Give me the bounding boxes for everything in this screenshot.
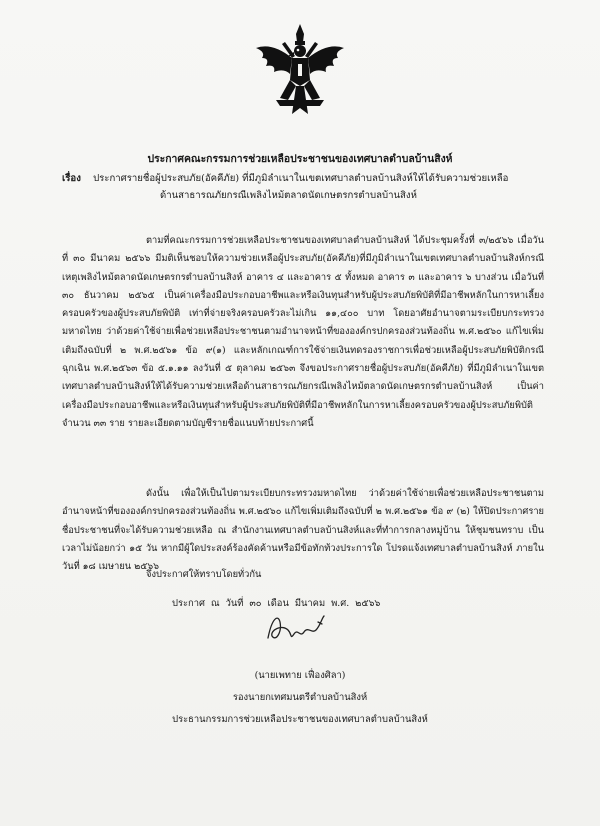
signer-position-1: รองนายกเทศมนตรีตำบลบ้านสิงห์ [232,692,368,703]
subject-block [62,170,554,204]
signer-position-2: ประธานกรรมการช่วยเหลือประชาชนของเทศบาลตำบลบ้านสิงห์ [172,714,428,725]
subject-label: เรื่อง [62,173,81,184]
signer-name: (นายเพทาย เฟื่องศิลา) [254,670,346,681]
body-paragraph-3: จึงประกาศให้ทราบโดยทั่วกัน [146,569,262,580]
subject-line-2: ด้านสาธารณภัยกรณีเพลิงไหม้ตลาดนัดเกษตรกรตำบลบ้านสิงห์ [160,190,417,201]
announcement-date: ประกาศ ณ วันที่ ๓๐ เดือน มีนาคม พ.ศ. ๒๕๖๖ [172,598,381,609]
body-paragraph-1: ตามที่คณะกรรมการช่วยเหลือประชาชนของเทศบาลตำบลบ้านสิงห์ ได้ประชุมครั้งที่ ๓/๒๕๖๖ เมื่อวันที่ ๓๐ มีนาคม ๒๕๖๖ มีมติเห็นชอบให้ความช่วยเหลือผู้ประสบภัย(อัคคีภัย)ที่มีภูมิลำเนาในเขตเทศบาลตำบลบ้านสิงห์กรณีเหตุเพลิงไหม้ตลาดนัดเกษตรกรตำบลบ้านสิงห์ อาคาร ๔ และอาคาร ๕ ทั้งหมด อาคาร ๓ และอาคาร ๖ บางส่วน เมื่อวันที่ ๓๐ ธันวาคม ๒๕๖๕ เป็นค่าเครื่องมือประกอบอาชีพและหรือเงินทุนสำหรับผู้ประสบภัยพิบัติที่มีอาชีพหลักในการหาเลี้ยงครอบครัวของผู้ประสบภัยพิบัติ เท่าที่จ่ายจริงครอบครัวละไม่เกิน ๑๑,๔๐๐ บาท โดยอาศัยอำนาจตามระเบียบกระทรวงมหาดไทย ว่าด้วยค่าใช้จ่ายเพื่อช่วยเหลือประชาชนตามอำนาจหน้าที่ขององค์กรปกครองส่วนท้องถิ่น พ.ศ.๒๕๖๐ แก้ไขเพิ่มเติมถึงฉบับที่ ๒ พ.ศ.๒๕๖๑ ข้อ ๙(๑) และหลักเกณฑ์การใช้จ่ายเงินทดรองราชการเพื่อช่วยเหลือผู้ประสบภัยพิบัติกรณีฉุกเฉิน พ.ศ.๒๕๖๓ ข้อ ๕.๑.๑๑ ลงวันที่ ๕ ตุลาคม ๒๕๖๓ จึงขอประกาศรายชื่อผู้ประสบภัย(อัคคีภัย) ที่มีภูมิลำเนาในเขตเทศบาลตำบลบ้านสิงห์ให้ได้รับความช่วยเหลือด้านสาธารณภัยกรณีเพลิงไหม้ตลาดนัดเกษตรกรตำบลบ้านสิงห์ เป็นค่าเครื่องมือประกอบอาชีพและหรือเงินทุนสำหรับผู้ประสบภัยพิบัติที่มีอาชีพหลักในการหาเลี้ยงครอบครัวของผู้ประสบภัยพิบัติ จำนวน ๓๓ ราย รายละเอียดตามบัญชีรายชื่อแนบท้ายประกาศนี้ [62,235,544,429]
body-paragraph-2: ดังนั้น เพื่อให้เป็นไปตามระเบียบกระทรวงมหาดไทย ว่าด้วยค่าใช้จ่ายเพื่อช่วยเหลือประชาชนตามอำนาจหน้าที่ขององค์กรปกครองส่วนท้องถิ่น พ.ศ.๒๕๖๐ แก้ไขเพิ่มเติมถึงฉบับที่ ๒ พ.ศ.๒๕๖๑ ข้อ ๙ (๒) ให้ปิดประกาศรายชื่อประชาชนที่จะได้รับความช่วยเหลือ ณ สำนักงานเทศบาลตำบลบ้านสิงห์และที่ทำการกลางหมู่บ้าน ให้ชุมชนทราบ เป็นเวลาไม่น้อยกว่า ๑๕ วัน หากมีผู้ใดประสงค์ร้องคัดค้านหรือมีข้อทักท้วงประการใด โปรดแจ้งเทศบาลตำบลบ้านสิงห์ ภายในวันที่ ๑๘ เมษายน ๒๕๖๖ [62,488,544,573]
document-title: ประกาศคณะกรรมการช่วยเหลือประชาชนของเทศบาลตำบลบ้านสิงห์ [147,153,453,165]
subject-line-1: ประกาศรายชื่อผู้ประสบภัย(อัคคีภัย) ที่มีภูมิลำเนาในเขตเทศบาลตำบลบ้านสิงห์ให้ได้รับความช่วยเหลือ [93,173,509,184]
signature-icon [262,608,332,648]
garuda-emblem-icon [252,22,348,118]
